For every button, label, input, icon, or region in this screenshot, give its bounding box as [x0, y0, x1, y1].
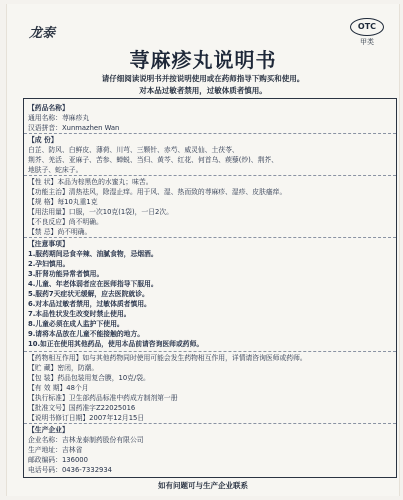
ingredients-line-1: 白芷、防风、白鲜皮、薄荷、川芎、三颗针、赤芍、威灵仙、土茯苓、: [28, 146, 239, 154]
manufacturer-header: 【生产企业】: [28, 426, 69, 434]
approval: 【批准文号】国药准字Z22025016: [28, 404, 136, 412]
interactions: 【药物相互作用】如与其他药物同时使用可能会发生药物相互作用，详情请咨询医师或药师。: [28, 354, 307, 362]
name-header: 【药品名称】: [28, 104, 69, 112]
phone: 电话号码：0436-7332934: [28, 466, 113, 474]
instruction-sheet: [6, 4, 400, 496]
caution-item: 3.肝肾功能异常者慎用。: [28, 270, 104, 278]
company: 企业名称：吉林龙泰制药股份有限公司: [28, 436, 144, 444]
caution-item: 9.请将本品放在儿童不能接触的地方。: [28, 330, 145, 338]
footer-note: 如有问题可与生产企业联系: [158, 481, 248, 490]
otc-badge: [347, 18, 387, 47]
spec: 【规 格】每10丸重1克: [28, 198, 98, 206]
cautions-header: 【注意事项】: [28, 240, 69, 248]
contra: 【禁 忌】尚不明确。: [28, 228, 92, 236]
caution-item: 7.本品性状发生改变时禁止使用。: [28, 310, 131, 318]
revision: 【说明书修订日期】2007年12月15日: [28, 414, 145, 422]
otc-subtitle: 甲类: [360, 38, 374, 46]
standard: 【执行标准】卫生部药品标准中药成方制剂第一册: [28, 394, 178, 402]
validity: 【有 效 期】48个月: [28, 384, 89, 392]
address: 生产地址：吉林省: [28, 446, 83, 454]
divider: [24, 351, 396, 352]
caution-item: 10.如正在使用其他药品，使用本品前请咨询医师或药师。: [28, 340, 204, 348]
ingredients-label: 【成 份】: [28, 136, 58, 144]
document-title: 荨麻疹丸说明书: [129, 48, 277, 72]
warning-line-1: 请仔细阅读说明书并按说明使用或在药师指导下购买和使用。: [101, 74, 305, 83]
indication: 【功能主治】清热祛风，除湿止痒。用于风、湿、热而致的荨麻疹、湿疹、皮肤瘙痒。: [28, 188, 287, 196]
usage: 【用法用量】口服，一次10克(1袋)，一日2次。: [28, 208, 173, 216]
warning-line-2: 对本品过敏者禁用，过敏体质者慎用。: [139, 86, 267, 95]
storage: 【贮 藏】密闭，防潮。: [28, 364, 99, 372]
caution-item: 5.服药7天症状无缓解，应去医院就诊。: [28, 290, 149, 298]
adverse: 【不良反应】尚不明确。: [28, 218, 103, 226]
caution-item: 8.儿童必须在成人监护下使用。: [28, 320, 124, 328]
divider: [24, 423, 396, 424]
pinyin: 汉语拼音：Xunmazhen Wan: [28, 124, 120, 132]
divider: [24, 175, 396, 176]
caution-item: 2.孕妇慎用。: [28, 260, 70, 268]
caution-item: 1.服药期间忌食辛辣、油腻食物，忌烟酒。: [28, 250, 158, 258]
divider: [24, 237, 396, 238]
content-box: [23, 98, 397, 478]
caution-item: 4.儿童、年老体弱者应在医师指导下服用。: [28, 280, 158, 288]
package: 【包 装】药品包装用复合膜，10克/袋。: [28, 374, 150, 382]
generic-name: 通用名称：荨麻疹丸: [28, 114, 90, 122]
postcode: 邮政编码：136000: [28, 456, 88, 464]
ingredients-line-2: 荆芥、羌活、亚麻子、苦参、蝉蜕、当归、黄芩、红花、何首乌、蒺藜(炒)、荆芥、: [28, 156, 278, 164]
divider: [24, 133, 396, 134]
character: 【性 状】本品为棕黑色的水蜜丸；味苦。: [28, 178, 153, 186]
caution-item: 6.对本品过敏者禁用，过敏体质者慎用。: [28, 300, 151, 308]
ingredients-line-3: 地肤子、蛇床子。: [28, 166, 83, 174]
brand-logo: 龙泰: [29, 26, 56, 41]
otc-oval: OTC: [350, 18, 384, 36]
